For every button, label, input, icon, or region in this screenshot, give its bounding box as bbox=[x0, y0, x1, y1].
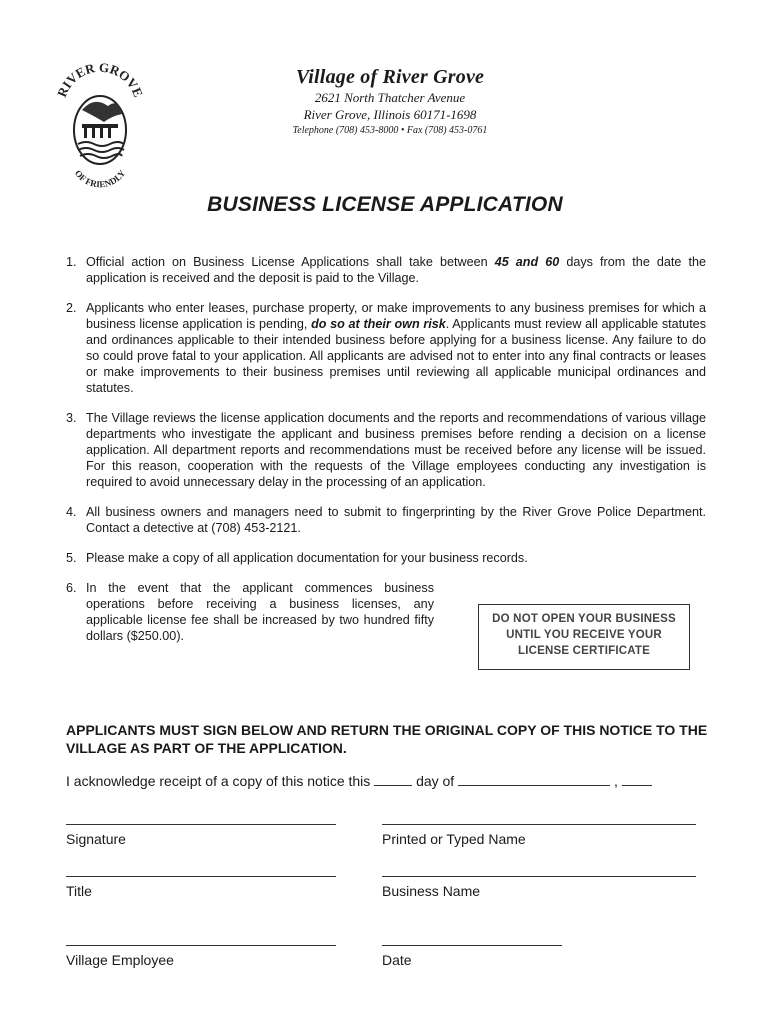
item-text: Official action on Business License Applications shall take between 45 and 60 days from the date the application is received and the deposit is paid to the Village. bbox=[86, 255, 707, 285]
signature-field[interactable] bbox=[66, 824, 336, 847]
stamp-notice-box bbox=[478, 604, 690, 670]
notice-items bbox=[66, 254, 706, 644]
emphasis-text: do so at their own risk bbox=[311, 317, 446, 331]
stamp-line-2: UNTIL YOU RECEIVE YOUR bbox=[506, 629, 662, 641]
comma-separator: , bbox=[613, 773, 618, 789]
day-of-text: day of bbox=[416, 773, 455, 789]
village-seal bbox=[52, 44, 148, 192]
business-name-field[interactable] bbox=[382, 876, 696, 899]
date-field[interactable] bbox=[382, 945, 562, 968]
item-number: 3. bbox=[66, 411, 77, 425]
emphasis-text: 45 and 60 bbox=[494, 255, 560, 269]
acknowledgement-text: I acknowledge receipt of a copy of this notice this bbox=[66, 773, 371, 789]
list-item bbox=[66, 580, 434, 644]
village-name: Village of River Grove bbox=[295, 66, 485, 88]
field-label: Business Name bbox=[382, 883, 481, 899]
signing-instruction: APPLICANTS MUST SIGN BELOW AND RETURN THE ORIGINAL COPY OF THIS NOTICE TO THE VILLAGE AS PART OF THE APPLICATION. bbox=[66, 722, 708, 756]
field-label: Date bbox=[382, 952, 412, 968]
list-item bbox=[66, 254, 706, 286]
stamp-line-3: LICENSE CERTIFICATE bbox=[517, 645, 650, 657]
item-number: 4. bbox=[66, 505, 77, 519]
item-text: Applicants who enter leases, purchase property, or make improvements to any business premises for which a business license application is pending, do so at their own risk. Applicants must review all applicable statutes and ordinances applicable to their intended business before applying for a business license. Any failure to do so could prove fatal to your application. All applicants are advised not to enter into any final contracts or leases or make improvements to their business premises until reviewing all applicable municipal ordinances and statutes. bbox=[86, 301, 706, 395]
list-item bbox=[66, 300, 706, 396]
item-number: 6. bbox=[66, 581, 77, 595]
stamp-line-1: DO NOT OPEN YOUR BUSINESS bbox=[492, 613, 676, 625]
item-text: The Village reviews the license application documents and the reports and recommendations of various village departments who investigate the applicant and business premises before rending a decision on a license application. All department reports and recommendations must be received before any license will be issued. For this reason, cooperation with the requests of the Village employees conducting any investigation is required to avoid unnecessary delay in the processing of an application. bbox=[86, 411, 706, 489]
day-blank[interactable] bbox=[374, 773, 412, 786]
item-number: 2. bbox=[66, 301, 77, 315]
address-line-2: River Grove, Illinois 60171-1698 bbox=[303, 107, 477, 122]
month-blank[interactable] bbox=[458, 773, 610, 786]
field-label: Title bbox=[66, 883, 92, 899]
acknowledgement-line bbox=[66, 773, 652, 789]
item-text: In the event that the applicant commences business operations before receiving a business licenses, any applicable license fee shall be increased by two hundred fifty dollars ($250.00). bbox=[86, 581, 434, 643]
item-number: 1. bbox=[66, 255, 77, 269]
village-employee-field[interactable] bbox=[66, 945, 336, 968]
field-label: Printed or Typed Name bbox=[382, 831, 526, 847]
svg-text:OF FRIENDLY bbox=[73, 168, 128, 190]
document-title: BUSINESS LICENSE APPLICATION bbox=[207, 193, 563, 216]
title-field[interactable] bbox=[66, 876, 336, 899]
seal-top-text: RIVER GROVE bbox=[54, 59, 146, 100]
field-label: Signature bbox=[66, 831, 126, 847]
phone-fax-line: Telephone (708) 453-8000 • Fax (708) 453-0761 bbox=[292, 125, 488, 136]
letterhead bbox=[250, 66, 530, 138]
printed-name-field[interactable] bbox=[382, 824, 696, 847]
list-item bbox=[66, 410, 706, 490]
field-label: Village Employee bbox=[66, 952, 174, 968]
item-text: Please make a copy of all application documentation for your business records. bbox=[86, 551, 528, 565]
item-text: All business owners and managers need to submit to fingerprinting by the River Grove Police Department. Contact a detective at (708) 453-2121. bbox=[86, 505, 706, 535]
seal-bottom-text: OF FRIENDLY bbox=[72, 168, 128, 190]
address-line-1: 2621 North Thatcher Avenue bbox=[314, 90, 466, 105]
list-item bbox=[66, 504, 706, 536]
item-number: 5. bbox=[66, 551, 77, 565]
svg-text:RIVER GROVE bbox=[54, 60, 146, 100]
year-blank[interactable] bbox=[622, 773, 652, 786]
list-item bbox=[66, 550, 706, 566]
